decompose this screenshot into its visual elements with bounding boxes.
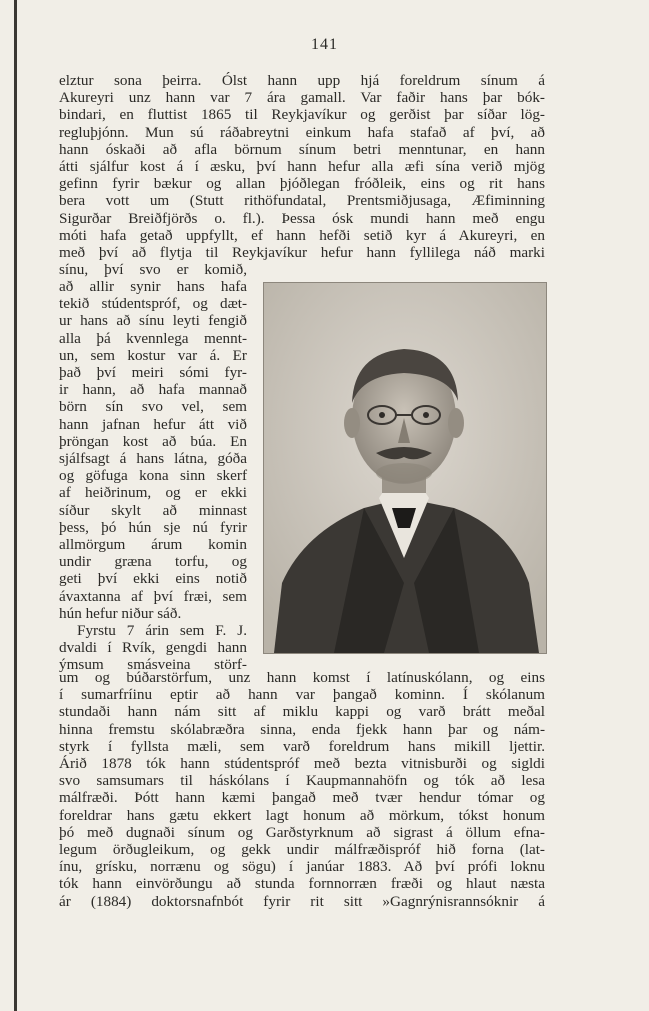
- text-line: legum örðugleikum, og gekk undir málfræðispróf hið forna (lat-: [59, 841, 545, 859]
- text-line: síður skylt að minnast: [59, 501, 247, 519]
- text-line: dvaldi í Rvík, gengdi hann: [59, 639, 247, 657]
- text-line: átti sjálfur kost á í æsku, því hann hefur alla æfi sína verið mjög: [59, 158, 545, 176]
- text-line: af heiðrinum, og er ekki: [59, 484, 247, 502]
- text-line: ávaxtanna af því fræi, sem: [59, 587, 247, 605]
- text-line: ár (1884) doktorsnafnbót fyrir rit sitt »Gagnrýnisrannsóknir á: [59, 892, 545, 910]
- text-line: ínu, grísku, norrænu og sögu) í janúar 1883. Að því prófi loknu: [59, 858, 545, 876]
- text-line: foreldrar hans gætu ekkert lagt honum að mörkum, tókst honum: [59, 806, 545, 824]
- text-line: að allir synir hans hafa: [59, 278, 247, 295]
- text-line: stundaði hann nám sitt af miklu kappi og varð brátt meðal: [59, 703, 545, 721]
- text-line: sjálfsagt á hans látna, góða: [59, 450, 247, 468]
- page-spine-edge: [14, 0, 17, 1011]
- text-line: þess, þó hún sje nú fyrir: [59, 518, 247, 536]
- text-line: þröngan kost að búa. En: [59, 432, 247, 450]
- text-line: ir hann, að hafa mannað: [59, 381, 247, 399]
- text-line: alla þá kvennlega mennt-: [59, 329, 247, 347]
- text-line: Akureyri unz hann var 7 ára gamall. Var faðir hans þar bók-: [59, 89, 545, 107]
- text-line: Fyrstu 7 árin sem F. J.: [77, 622, 247, 640]
- text-line: svo samsumars til háskólans í Kaupmannahöfn og tók að lesa: [59, 772, 545, 790]
- text-line: og göfuga kona sinn skerf: [59, 467, 247, 485]
- text-line: Sigurðar Breiðfjörðs o. fl.). Þessa ósk mundi hann með engu: [59, 209, 545, 227]
- text-line: Árið 1878 tók hann stúdentspróf með bezta vitnisburði og sigldi: [59, 755, 545, 773]
- portrait-image: [264, 283, 546, 653]
- paragraph-top: [59, 72, 545, 278]
- text-line: móti hafa getað uppfyllt, ef hann hefði setið kyr á Akureyri, en: [59, 226, 545, 244]
- text-line: un, sem kostur var á. Er: [59, 346, 247, 364]
- text-line: gefinn fyrir bækur og allan þjóðlegan fróðleik, eins og rit hans: [59, 175, 545, 193]
- text-line: geti því ekki eins notið: [59, 570, 247, 588]
- text-line: ýmsum smásveina störf-: [59, 656, 247, 674]
- paragraph-left-column: [59, 278, 247, 674]
- text-line: málfræði. Þótt hann kæmi þangað með tvær hendur tómar og: [59, 789, 545, 807]
- text-line: um og búðarstörfum, unz hann komst í latínuskólann, og eins: [59, 669, 545, 686]
- text-line: tók hann einvörðungu að stunda fornnorræn fræði og hlaut næsta: [59, 875, 545, 893]
- text-line: bera vott um (Stutt rithöfundatal, Prentsmiðjusaga, Æfiminning: [59, 192, 545, 210]
- text-line: hinna fremstu skólabræðra sinna, enda fjekk hann þar og nám-: [59, 720, 545, 738]
- text-line: með því að flytja til Reykjavíkur hefur hann fyllilega náð marki: [59, 244, 545, 262]
- text-line: sínu, því svo er komið,: [59, 261, 247, 279]
- text-line: regluþjónn. Mun sú ráðabreytni einkum hafa stafað af því, að: [59, 123, 545, 141]
- text-line: bindari, en fluttist 1865 til Reykjavíkur og gerðist þar síðar lög-: [59, 106, 545, 124]
- text-line: hann jafnan hefur átt við: [59, 415, 247, 433]
- portrait-photo: [263, 282, 547, 654]
- text-line: í sumarfríinu eptir að hann var þangað kominn. Í skólanum: [59, 686, 545, 704]
- text-line: elztur sona þeirra. Ólst hann upp hjá foreldrum sínum á: [59, 72, 545, 89]
- text-line: hún hefur niður sáð.: [59, 604, 182, 622]
- text-line: þó með dugnaði sínum og Garðstyrknum að sigrast á öllum efna-: [59, 823, 545, 841]
- paragraph-bottom: [59, 669, 545, 910]
- text-line: börn sín svo vel, sem: [59, 398, 247, 416]
- text-line: undir græna torfu, og: [59, 553, 247, 571]
- text-line: það því meiri sómi fyr-: [59, 364, 247, 382]
- text-line: ur hans að sínu leyti fengið: [59, 312, 247, 330]
- text-line: allmörgum árum komin: [59, 536, 247, 554]
- text-line: hann óskaði að afla börnum sínum betri menntunar, en hann: [59, 140, 545, 158]
- text-line: tekið stúdentspróf, og dæt-: [59, 295, 247, 313]
- page-number: 141: [311, 36, 338, 53]
- text-line: styrk í fyllsta mæli, sem varð foreldrum hans mikill ljettir.: [59, 737, 545, 755]
